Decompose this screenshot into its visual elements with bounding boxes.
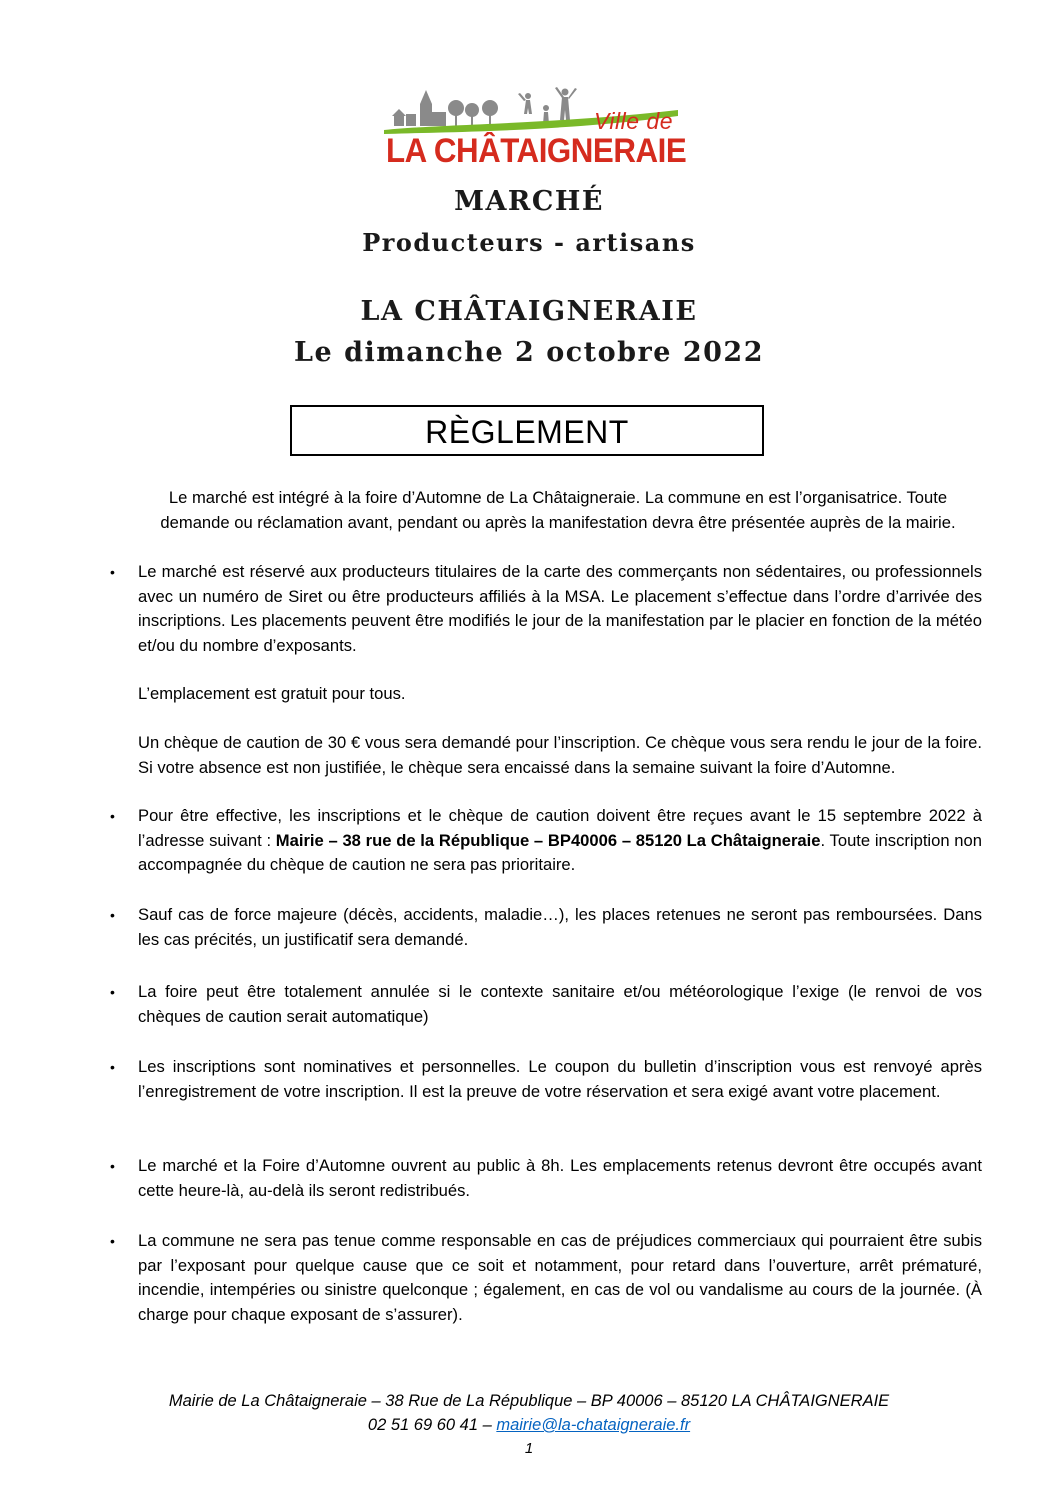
rule-eligibility: Le marché est réservé aux producteurs titulaires de la carte des commerçants non sédentaires, ou professionnels avec un numéro de Siret ou être producteurs affiliés à la MSA. Le placement s’effectue dans l’ordre d’arrivée des inscriptions. Les placements peuvent être modifiés le jour de la manifestation par le placier en fonction de la météo et/ou du nombre d’exposants. bbox=[138, 562, 982, 655]
logo-town-name: LA CHÂTAIGNERAIE bbox=[386, 132, 687, 170]
page-number: 1 bbox=[524, 1440, 534, 1457]
rule-refund: Sauf cas de force majeure (décès, accidents, maladie…), les places retenues ne seront pas remboursées. Dans les cas précités, un justificatif sera demandé. bbox=[138, 905, 982, 949]
bullet-marker: • bbox=[110, 907, 115, 923]
town-logo bbox=[380, 86, 687, 180]
rule-opening-hours: Le marché et la Foire d’Automne ouvrent au public à 8h. Les emplacements retenus devront être occupés avant cette heure-là, au-delà ils seront redistribués. bbox=[138, 1156, 982, 1200]
subtitle-producteurs: Producteurs - artisans bbox=[362, 228, 696, 257]
bullet-marker: • bbox=[110, 808, 115, 824]
footer-email-link[interactable]: mairie@la-chataigneraie.fr bbox=[496, 1416, 691, 1434]
intro-paragraph: Le marché est intégré à la foire d’Automne de La Châtaigneraie. La commune en est l’organisatrice. Toute demande ou réclamation avant, pendant ou après la manifestation devra être présentée auprès de la mairie. bbox=[160, 488, 956, 532]
rule-registration-text-end: . Toute inscription non accompagnée du chèque de caution ne sera pas prioritaire. bbox=[138, 830, 982, 874]
bullet-marker: • bbox=[110, 1233, 115, 1249]
title-marche: MARCHÉ bbox=[454, 186, 604, 217]
rule-registration-deadline bbox=[138, 804, 982, 878]
rule-registration-text: Pour être effective, les inscriptions et le chèque de caution doivent être reçues avant le 15 septembre 2022 à l’adresse suivant : bbox=[138, 806, 982, 850]
rule-cancellation: La foire peut être totalement annulée si le contexte sanitaire et/ou météorologique l’exige (le renvoi de vos chèques de caution serait automatique) bbox=[138, 982, 982, 1026]
logo-ville-text: Ville de bbox=[594, 108, 674, 134]
bullet-marker: • bbox=[110, 1158, 115, 1174]
bullet-marker: • bbox=[110, 1059, 115, 1075]
bullet-marker: • bbox=[110, 564, 115, 580]
reglement-box bbox=[290, 405, 764, 456]
mairie-address-bold: Mairie – 38 rue de la République – BP40006 – 85120 La Châtaigneraie bbox=[275, 830, 821, 850]
reglement-heading: RÈGLEMENT bbox=[425, 414, 629, 450]
rule-free-location: L’emplacement est gratuit pour tous. bbox=[138, 684, 406, 703]
title-date: Le dimanche 2 octobre 2022 bbox=[294, 337, 764, 368]
bullet-marker: • bbox=[110, 984, 115, 1000]
rule-deposit-cheque: Un chèque de caution de 30 € vous sera demandé pour l’inscription. Ce chèque vous sera rendu le jour de la foire. Si votre absence est non justifiée, le chèque sera encaissé dans la semaine suivant la foire d’Automne. bbox=[138, 733, 982, 777]
rule-liability: La commune ne sera pas tenue comme responsable en cas de préjudices commerciaux qui pourraient être subis par l’exposant pour quelque cause que ce soit et notamment, pour retard dans l’ouverture, arrêt prématuré, incendie, intempéries ou sinistre quelconque ; également, en cas de vol ou vandalisme au cours de la journée. (À charge pour chaque exposant de s’assurer). bbox=[138, 1231, 982, 1324]
footer-address: Mairie de La Châtaigneraie – 38 Rue de La République – BP 40006 – 85120 LA CHÂTAIGNERAIE bbox=[168, 1392, 890, 1410]
footer-contact bbox=[0, 1416, 1058, 1435]
rule-nominative: Les inscriptions sont nominatives et personnelles. Le coupon du bulletin d’inscription vous est renvoyé après l’enregistrement de votre inscription. Il est la preuve de votre réservation et sera exigé avant votre placement. bbox=[138, 1057, 982, 1101]
footer-phone: 02 51 69 60 41 – bbox=[367, 1416, 497, 1434]
title-town: LA CHÂTAIGNERAIE bbox=[360, 296, 698, 327]
